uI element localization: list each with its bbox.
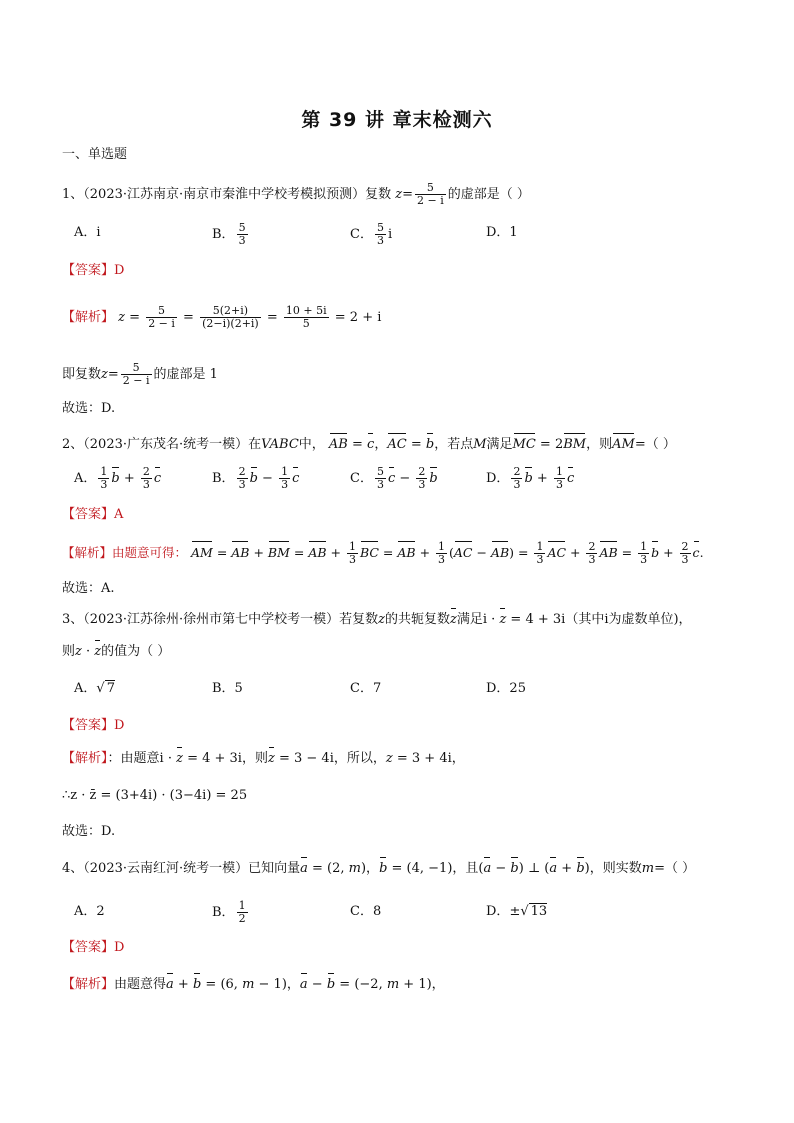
q2-option-b: B． $\frac{2}{3}$ b − $\frac{1}{3}$ c bbox=[212, 465, 300, 491]
q1-stem-text: 1、（2023·江苏南京·南京市秦淮中学校考模拟预测）复数 bbox=[62, 187, 392, 202]
q2-analysis: 【解析】由题意可得： AM = AB + BM = AB + $\frac{1}{3}$ BC = AB + $\frac{1}{3}$ (AC − AB) = $\frac{1}{3}$ AC + $\frac{2}{3}$ AB = $\frac{1}{3}$ b + $\frac{2}{3}$ c. bbox=[62, 540, 704, 566]
question-4-stem: 4、（2023·云南红河·统考一模）已知向量a = (2, m)，b = (4, −1)，且(a − b) ⊥ (a + b)，则实数m=（ ） bbox=[62, 861, 696, 876]
page-title: 第 39 讲 章末检测六 bbox=[301, 109, 493, 131]
q4-analysis: 【解析】由题意得a + b = (6, m − 1)，a − b = (−2, m + 1)， bbox=[62, 977, 445, 992]
q1-stem-end: 的虚部是（ ） bbox=[447, 187, 530, 202]
q4-option-c: C．8 bbox=[350, 904, 382, 919]
q3-choice: 故选：D. bbox=[62, 824, 116, 839]
question-1-stem: 1、（2023·江苏南京·南京市秦淮中学校考模拟预测）复数 z= $\frac{5}{2 - i}$ 的虚部是（ ） bbox=[62, 181, 530, 207]
q3-option-b: B．5 bbox=[212, 681, 243, 696]
q4-option-b: B． $\frac{1}{2}$ bbox=[212, 899, 246, 925]
q1-option-a: A．i bbox=[74, 225, 101, 240]
q2-option-a: A． $\frac{1}{3}$ b + $\frac{2}{3}$ c bbox=[74, 465, 162, 491]
q1-choice: 故选：D. bbox=[62, 401, 116, 416]
q3-analysis: 【解析】：由题意i · z = 4 + 3i，则z = 3 − 4i，所以，z = 3 + 4i， bbox=[62, 751, 465, 766]
q3-option-d: D．25 bbox=[486, 681, 526, 696]
q3-option-a: A．√ 7 bbox=[74, 681, 115, 696]
question-3-stem-line1: 3、（2023·江苏徐州·徐州市第七中学校考一模）若复数z的共轭复数z满足i · z = 4 + 3i（其中i为虚数单位)， bbox=[62, 612, 692, 627]
q3-option-c: C．7 bbox=[350, 681, 382, 696]
section-heading: 一、单选题 bbox=[62, 147, 128, 162]
q3-result: ∴z · z̄ = (3+4i) · (3−4i) = 25 bbox=[62, 788, 248, 803]
q1-option-d: D．1 bbox=[486, 225, 518, 240]
q2-choice: 故选：A. bbox=[62, 581, 115, 596]
q1-conclusion: 即复数z= $\frac{5}{2 - i}$ 的虚部是 1 bbox=[62, 361, 218, 387]
answer-value: D bbox=[114, 263, 125, 278]
q1-option-c: C． $\frac{5}{3}$ i bbox=[350, 221, 393, 247]
q4-answer: 【答案】D bbox=[62, 940, 125, 955]
q2-option-d: D． $\frac{2}{3}$ b + $\frac{1}{3}$ c bbox=[486, 465, 575, 491]
q1-option-b: B． $\frac{5}{3}$ bbox=[212, 221, 246, 247]
q1-analysis: 【解析】 z = $\frac{5}{2 - i}$ = $\frac{5(2+i)}{(2-i)(2+i)}$ = $\frac{10 + 5i}{5}$ = 2 + i bbox=[62, 304, 382, 330]
q4-option-d: D．±√ 13 bbox=[486, 904, 548, 919]
q2-option-c: C． $\frac{5}{3}$ c − $\frac{2}{3}$ b bbox=[350, 465, 438, 491]
q2-answer: 【答案】A bbox=[62, 507, 124, 522]
q3-answer: 【答案】D bbox=[62, 718, 125, 733]
question-3-stem-line2: 则z · z的值为（ ） bbox=[62, 644, 171, 659]
question-2-stem: 2、（2023·广东茂名·统考一模）在VABC中， AB = c，AC = b，若点M满足MC = 2BM，则AM=（ ） bbox=[62, 437, 676, 452]
q4-option-a: A．2 bbox=[74, 904, 105, 919]
answer-label: 【答案】 bbox=[62, 263, 115, 278]
analysis-label: 【解析】 bbox=[62, 310, 115, 325]
q1-answer bbox=[62, 262, 124, 280]
